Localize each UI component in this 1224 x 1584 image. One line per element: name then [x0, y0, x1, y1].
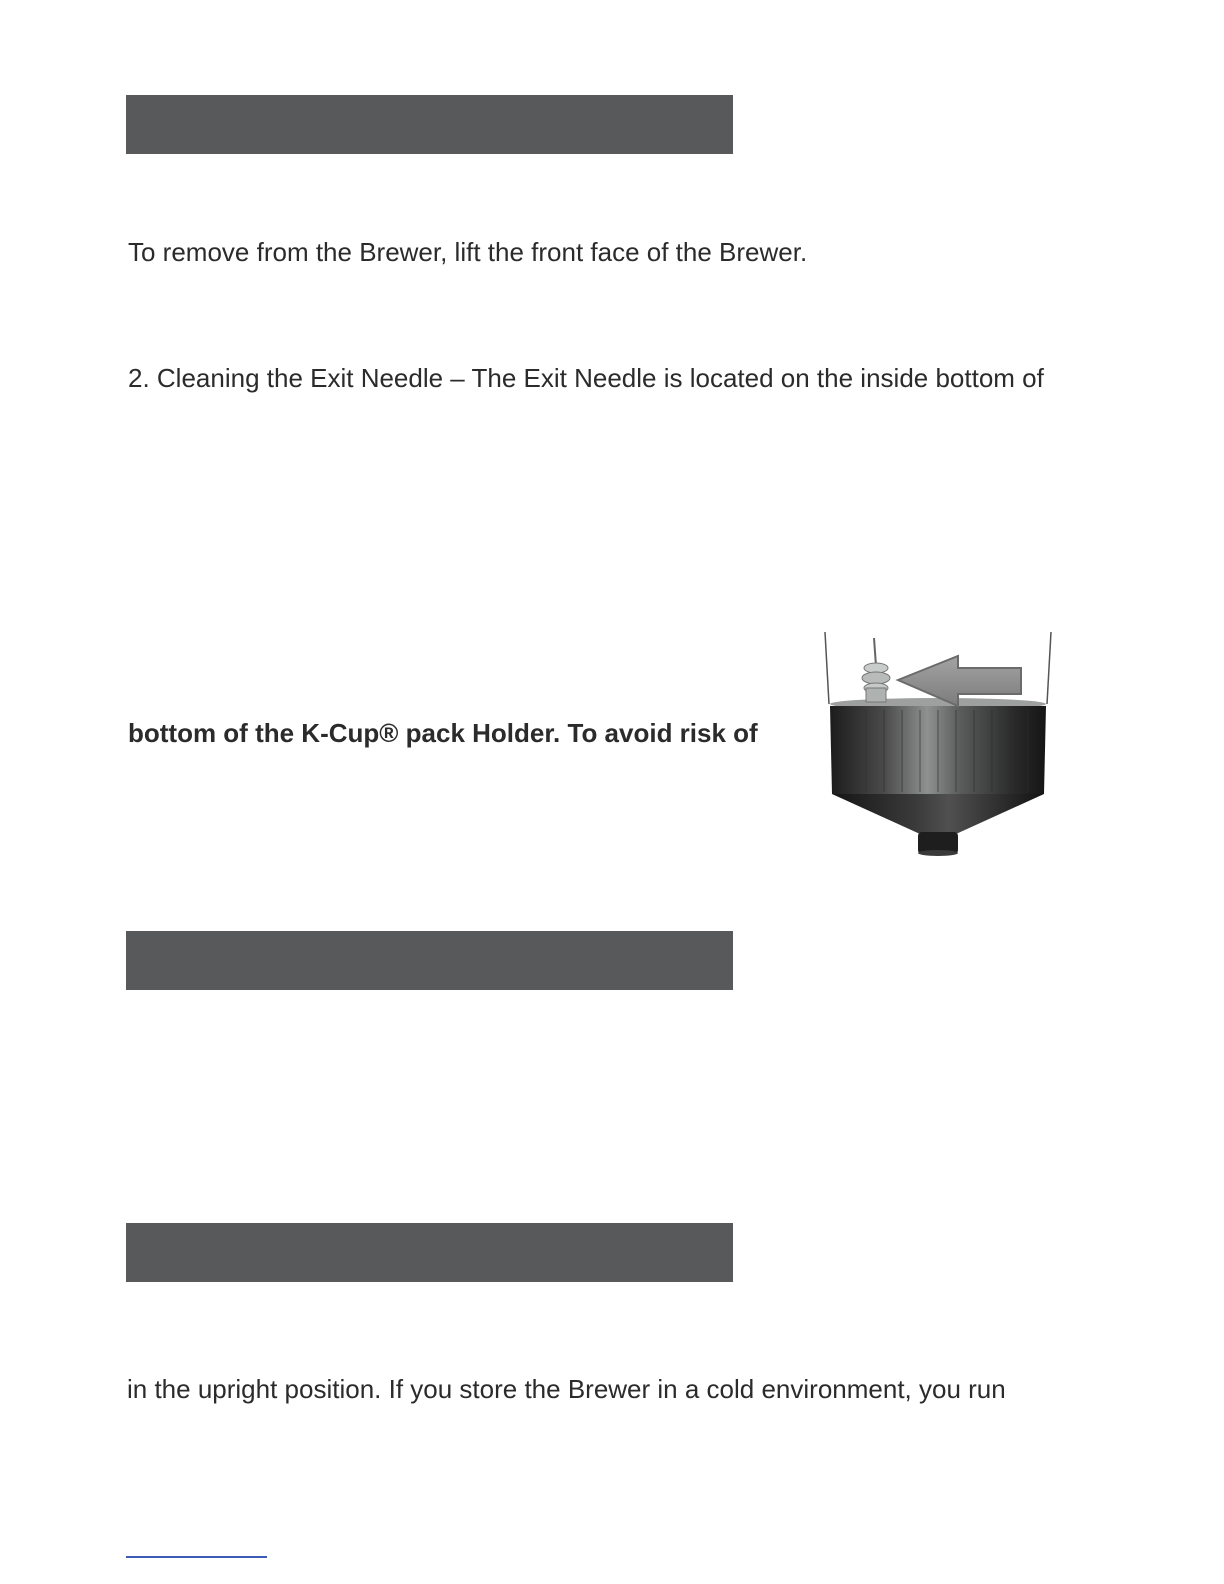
k-cup-holder-figure [818, 626, 1064, 860]
section-heading-bar-3 [126, 1223, 733, 1282]
k-cup-pack-holder-illustration-icon [818, 626, 1064, 860]
storage-warning-text: in the upright position. If you store the Brewer in a cold environment, you run [127, 1374, 1006, 1404]
exit-needle-warning-text: bottom of the K-Cup® pack Holder. To avoid risk of [128, 718, 758, 748]
exit-needle-step-text: 2. Cleaning the Exit Needle – The Exit Needle is located on the inside bottom of [128, 363, 1044, 393]
section-heading-bar-2 [126, 931, 733, 990]
footer-link-rule [126, 1556, 267, 1558]
remove-instruction-text: To remove from the Brewer, lift the front face of the Brewer. [128, 237, 808, 267]
section-heading-bar-1 [126, 95, 733, 154]
